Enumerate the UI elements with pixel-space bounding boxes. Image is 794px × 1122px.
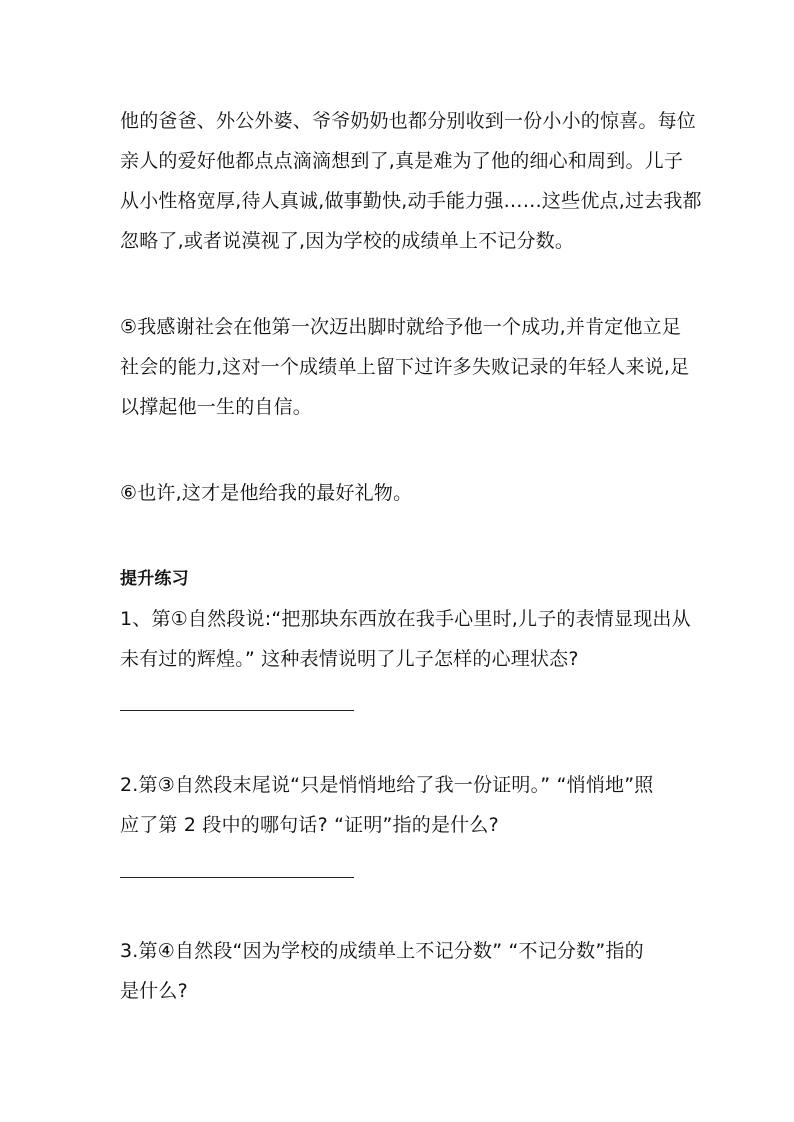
answer-line-1[interactable] bbox=[120, 710, 354, 711]
question-2-line-1: 2.第③自然段末尾说“只是悄悄地给了我一份证明。” “悄悄地”照 bbox=[120, 774, 654, 796]
question-3-line-2: 是什么? bbox=[120, 980, 188, 1002]
question-1-line-1: 1、第①自然段说:“把那块东西放在我手心里时,儿子的表情显现出从 bbox=[120, 608, 691, 630]
answer-line-2[interactable] bbox=[120, 877, 354, 878]
paragraph-4-line-2: 亲人的爱好他都点点滴滴想到了,真是难为了他的细心和周到。儿子 bbox=[120, 150, 684, 172]
question-1-line-2: 未有过的辉煌。” 这种表情说明了儿子怎样的心理状态? bbox=[120, 648, 579, 670]
paragraph-5-line-2: 社会的能力,这对一个成绩单上留下过许多失败记录的年轻人来说,足 bbox=[120, 356, 690, 378]
paragraph-5-line-3: 以撑起他一生的自信。 bbox=[120, 396, 313, 418]
question-3-line-1: 3.第④自然段“因为学校的成绩单上不记分数” “不记分数”指的 bbox=[120, 940, 644, 962]
question-2-line-2: 应了第 2 段中的哪句话? “证明”指的是什么? bbox=[120, 814, 499, 836]
paragraph-4-line-3: 从小性格宽厚,待人真诚,做事勤快,动手能力强……这些优点,过去我都 bbox=[120, 190, 702, 212]
paragraph-4-line-4: 忽略了,或者说漠视了,因为学校的成绩单上不记分数。 bbox=[120, 230, 575, 252]
paragraph-6-line-1: ⑥也许,这才是他给我的最好礼物。 bbox=[120, 482, 413, 504]
paragraph-4-line-1: 他的爸爸、外公外婆、爷爷奶奶也都分别收到一份小小的惊喜。每位 bbox=[120, 110, 697, 132]
section-title: 提升练习 bbox=[120, 569, 189, 589]
paragraph-5-line-1: ⑤我感谢社会在他第一次迈出脚时就给予他一个成功,并肯定他立足 bbox=[120, 316, 682, 338]
